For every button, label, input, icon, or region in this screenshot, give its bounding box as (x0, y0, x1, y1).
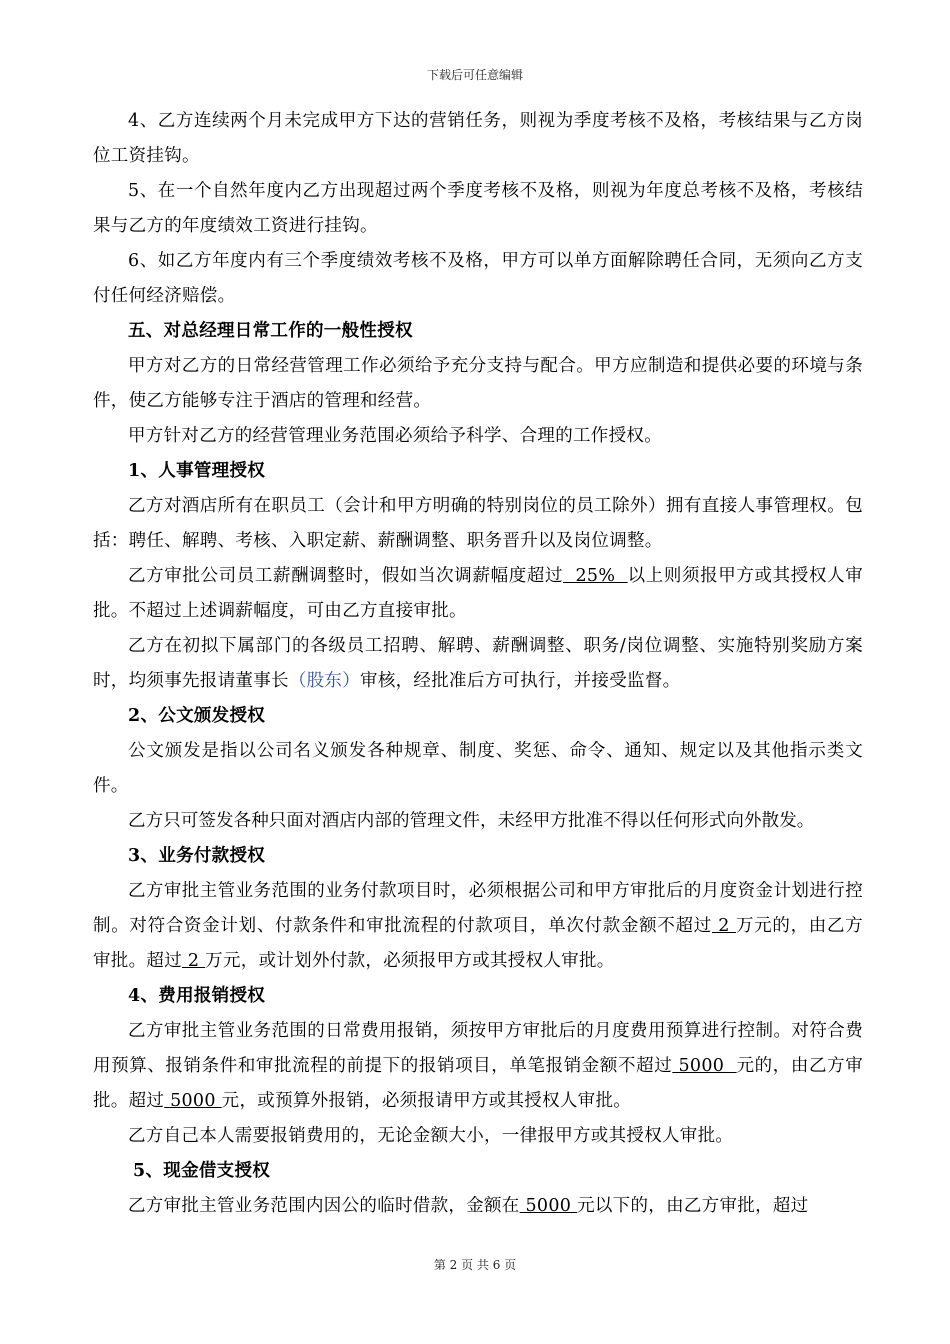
underlined-value: 5000 (519, 1196, 578, 1216)
underlined-value: 2 (711, 916, 736, 936)
text: 乙方审批主管业务范围的业务付款项目时，必须根据公司和甲方审批后的月度资金计划进行控制。对符合资金计划、付款条件和审批流程的付款项目，单次付款金额不超过 (93, 881, 863, 936)
subheading-documents: 2、公文颁发授权 (128, 706, 266, 726)
underlined-value: 25% (563, 566, 628, 586)
paragraph-internal-documents: 乙方只可签发各种只面对酒店内部的管理文件，未经甲方批准不得以任何形式向外散发。 (128, 811, 815, 831)
paragraph-hiring-approval (93, 629, 863, 699)
page-footer: 第 2 页 共 6 页 (433, 1258, 517, 1272)
underlined-value: 5000 (672, 1056, 737, 1076)
text: 乙方审批主管业务范围内因公的临时借款，金额在 (128, 1196, 520, 1216)
text: 万元，或计划外付款，必须报甲方或其授权人审批。 (205, 951, 615, 971)
underlined-value: 2 (182, 951, 206, 971)
paragraph-cash-advance (93, 1189, 863, 1224)
subheading-personnel: 1、人事管理授权 (128, 461, 266, 481)
shareholder-note: （股东） (288, 671, 361, 691)
clause-6: 6、如乙方年度内有三个季度绩效考核不及格，甲方可以单方面解除聘任合同，无须向乙方支付任何经济赔偿。 (93, 251, 863, 306)
paragraph-authorization: 甲方针对乙方的经营管理业务范围必须给予科学、合理的工作授权。 (128, 426, 662, 446)
text: 审核，经批准后方可执行，并接受监督。 (360, 671, 681, 691)
subheading-payments: 3、业务付款授权 (128, 846, 266, 866)
text: 乙方审批主管业务范围的日常费用报销，须按甲方审批后的月度费用预算进行控制。对符合费用预算、报销条件和审批流程的前提下的报销项目，单笔报销金额不超过 (93, 1021, 863, 1076)
document-body (93, 104, 863, 1224)
paragraph-document-definition: 公文颁发是指以公司名义颁发各种规章、制度、奖惩、命令、通知、规定以及其他指示类文件。 (93, 741, 863, 796)
text: 万元的，由乙方审批。超过 (93, 916, 863, 971)
paragraph-support: 甲方对乙方的日常经营管理工作必须给予充分支持与配合。甲方应制造和提供必要的环境与条件，使乙方能够专注于酒店的管理和经营。 (93, 356, 863, 411)
paragraph-self-expenses: 乙方自己本人需要报销费用的，无论金额大小，一律报甲方或其授权人审批。 (128, 1126, 734, 1146)
text: 元，或预算外报销，必须报请甲方或其授权人审批。 (221, 1091, 632, 1111)
clause-5: 5、在一个自然年度内乙方出现超过两个季度考核不及格，则视为年度总考核不及格，考核结果与乙方的年度绩效工资进行挂钩。 (93, 181, 863, 236)
paragraph-payments (93, 874, 863, 979)
subheading-cash-advance: 5、现金借支授权 (133, 1161, 271, 1181)
paragraph-expenses (93, 1014, 863, 1119)
paragraph-salary-adjustment (93, 559, 863, 629)
subheading-expenses: 4、费用报销授权 (128, 986, 266, 1006)
underlined-value: 5000 (164, 1091, 222, 1111)
page-header: 下载后可任意编辑 (426, 68, 523, 82)
text: 乙方在初拟下属部门的各级员工招聘、解聘、薪酬调整、职务/岗位调整、实施特别奖励方案时，均须事先报请董事长 (93, 636, 863, 691)
text: 乙方审批公司员工薪酬调整时，假如当次调薪幅度超过 (128, 566, 564, 586)
clause-4: 4、乙方连续两个月未完成甲方下达的营销任务，则视为季度考核不及格，考核结果与乙方岗位工资挂钩。 (93, 111, 863, 166)
text: 元以下的，由乙方审批，超过 (577, 1196, 809, 1216)
paragraph-personnel-rights: 乙方对酒店所有在职员工（会计和甲方明确的特别岗位的员工除外）拥有直接人事管理权。包括：聘任、解聘、考核、入职定薪、薪酬调整、职务晋升以及岗位调整。 (93, 496, 863, 551)
text: 元的，由乙方审批。超过 (93, 1056, 864, 1111)
section-heading-5: 五、对总经理日常工作的一般性授权 (128, 321, 413, 341)
text: 以上则须报甲方或其授权人审批。不超过上述调薪幅度，可由乙方直接审批。 (93, 566, 863, 621)
